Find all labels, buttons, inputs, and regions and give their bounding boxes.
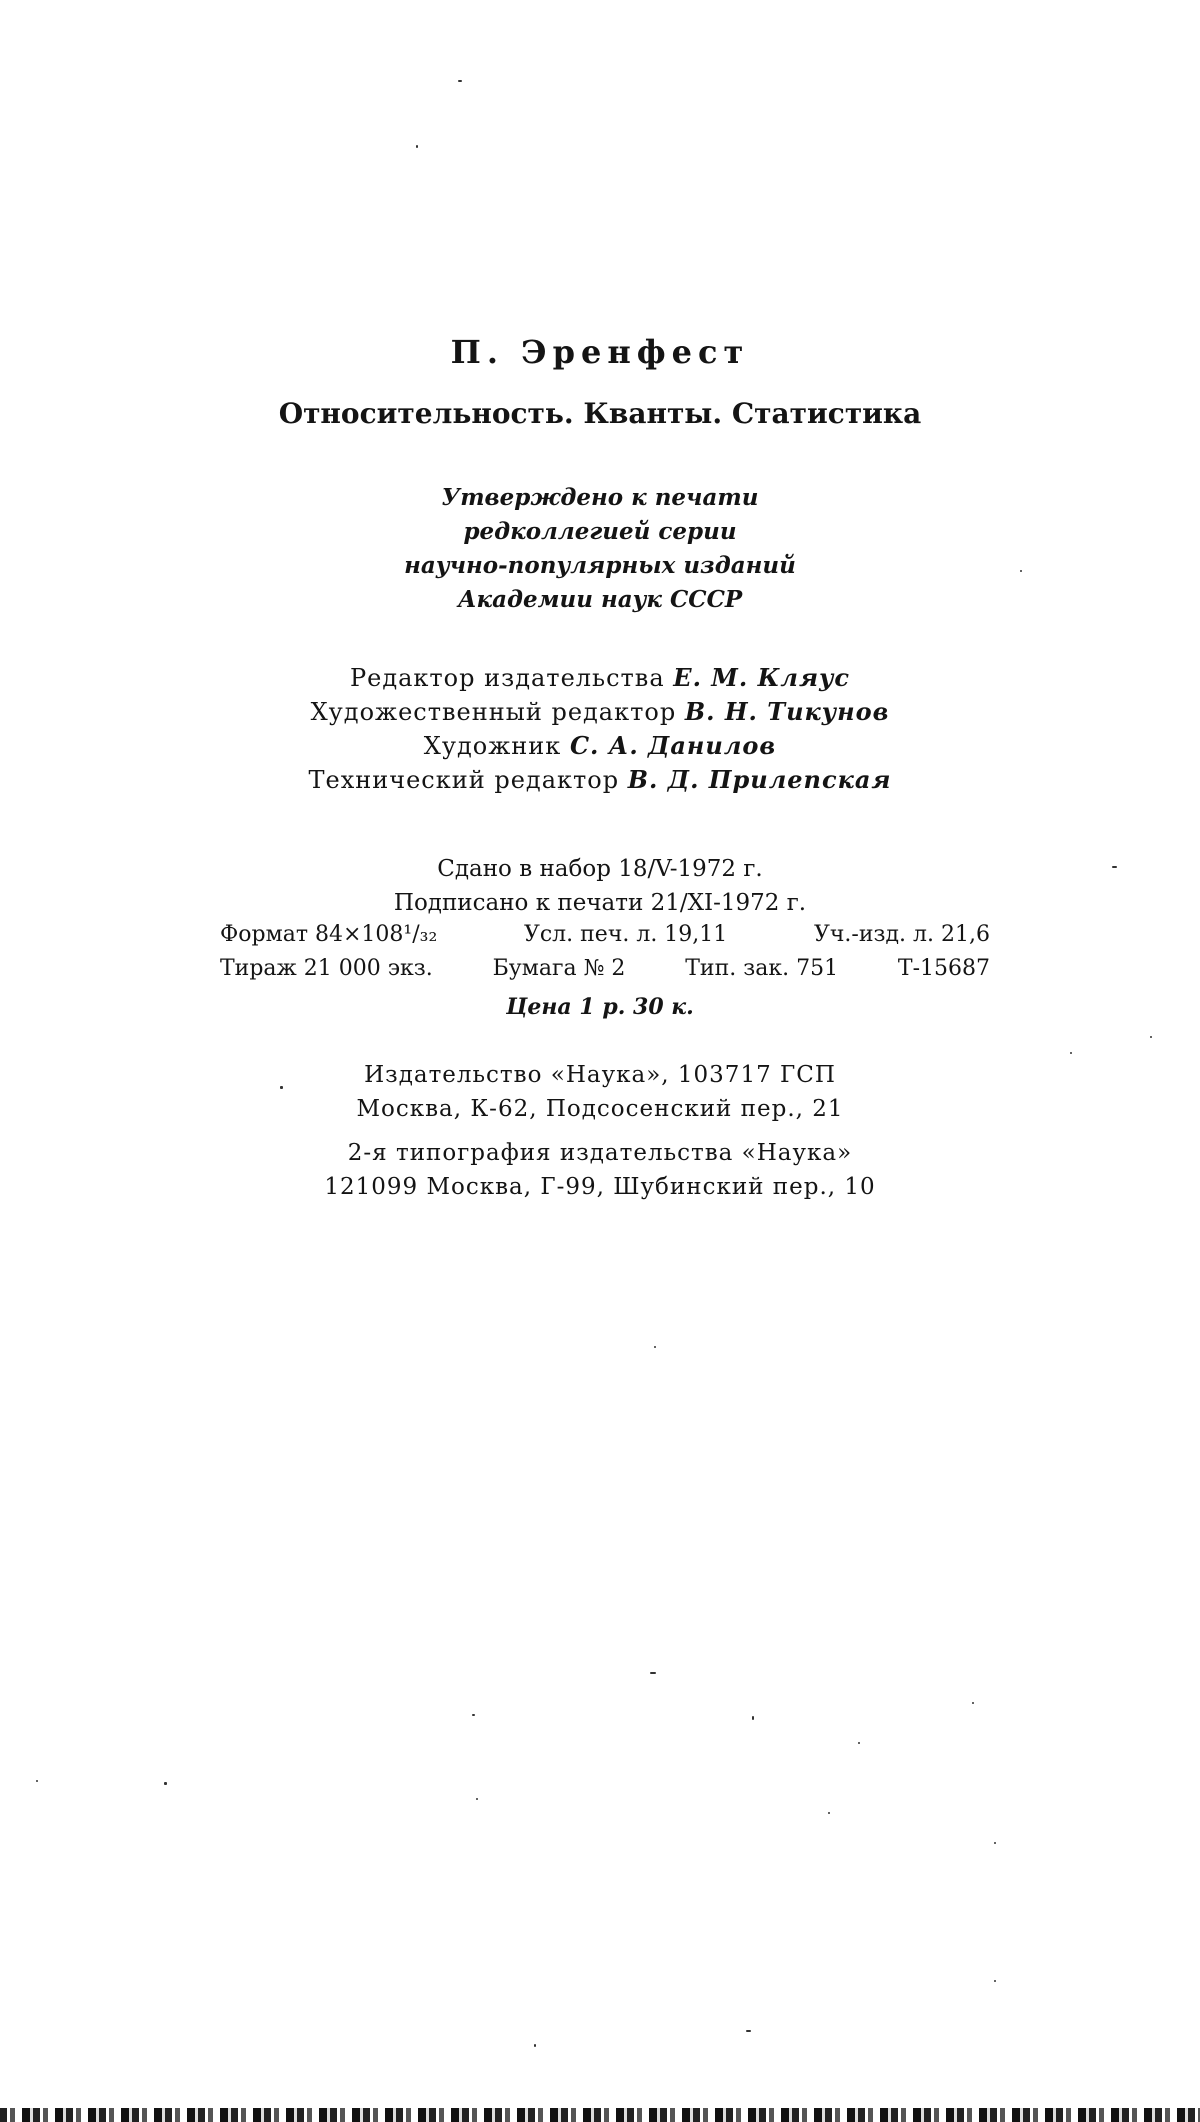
scan-edge-strip bbox=[0, 2108, 1200, 2122]
scan-speck bbox=[1112, 866, 1117, 868]
staff-line-art-editor bbox=[0, 697, 1200, 726]
staff-line-artist bbox=[0, 731, 1200, 760]
scan-speck bbox=[472, 1714, 475, 1716]
staff-role: Художник bbox=[423, 732, 562, 760]
scan-speck bbox=[654, 1346, 656, 1348]
scan-speck bbox=[650, 1672, 656, 1674]
scan-speck bbox=[858, 1742, 860, 1744]
staff-role: Редактор издательства bbox=[349, 664, 665, 692]
scan-speck bbox=[534, 2044, 536, 2047]
approval-line-3: научно-популярных изданий bbox=[404, 552, 796, 579]
submitted-date: Сдано в набор 18/V-1972 г. bbox=[437, 856, 763, 882]
staff-role: Художественный редактор bbox=[310, 698, 677, 726]
scan-speck bbox=[280, 1086, 283, 1089]
scan-speck bbox=[476, 1798, 478, 1800]
scan-speck bbox=[36, 1780, 38, 1782]
publisher-line-2: Москва, К-62, Подсосенский пер., 21 bbox=[356, 1096, 844, 1122]
publisher-line-1: Издательство «Наука», 103717 ГСП bbox=[364, 1062, 836, 1088]
approval-line-1: Утверждено к печати bbox=[441, 484, 759, 511]
scan-speck bbox=[1150, 1036, 1152, 1038]
code: Т-15687 bbox=[897, 956, 990, 981]
scan-speck bbox=[416, 145, 418, 148]
scan-speck bbox=[994, 1980, 996, 1982]
staff-name: Е. М. Кляус bbox=[673, 663, 851, 692]
price: Цена 1 р. 30 к. bbox=[506, 994, 694, 1020]
scan-speck bbox=[1020, 570, 1022, 572]
publisher-sheets: Уч.-изд. л. 21,6 bbox=[813, 922, 990, 947]
approval-line-4: Академии наук СССР bbox=[457, 586, 743, 613]
scan-speck bbox=[828, 1812, 830, 1814]
staff-name: В. Д. Прилепская bbox=[627, 765, 892, 794]
scan-speck bbox=[994, 1842, 996, 1844]
approval-line-2: редколлегией серии bbox=[463, 518, 737, 545]
print-sheets: Усл. печ. л. 19,11 bbox=[523, 922, 728, 947]
book-author: П. Эренфест bbox=[450, 333, 750, 371]
staff-name: С. А. Данилов bbox=[569, 731, 777, 760]
scan-speck bbox=[1070, 1052, 1072, 1054]
scan-speck bbox=[458, 80, 462, 82]
order-number: Тип. зак. 751 bbox=[685, 956, 839, 981]
staff-line-tech-editor bbox=[0, 765, 1200, 794]
signed-date: Подписано к печати 21/XI-1972 г. bbox=[393, 890, 807, 916]
print-run: Тираж 21 000 экз. bbox=[220, 956, 433, 981]
scan-speck bbox=[746, 2030, 751, 2032]
print-run-row bbox=[220, 958, 990, 980]
staff-role: Технический редактор bbox=[308, 766, 620, 794]
scan-speck bbox=[972, 1702, 974, 1704]
format: Формат 84×108¹/₃₂ bbox=[220, 922, 438, 947]
paper: Бумага № 2 bbox=[492, 956, 626, 981]
printer-line-1: 2-я типография издательства «Наука» bbox=[347, 1140, 853, 1166]
printer-line-2: 121099 Москва, Г-99, Шубинский пер., 10 bbox=[324, 1174, 876, 1200]
scan-speck bbox=[164, 1782, 167, 1785]
format-row bbox=[220, 924, 990, 946]
staff-name: В. Н. Тикунов bbox=[684, 697, 890, 726]
scan-speck bbox=[752, 1716, 754, 1720]
staff-line-editor bbox=[0, 663, 1200, 692]
book-title: Относительность. Кванты. Статистика bbox=[278, 397, 922, 430]
